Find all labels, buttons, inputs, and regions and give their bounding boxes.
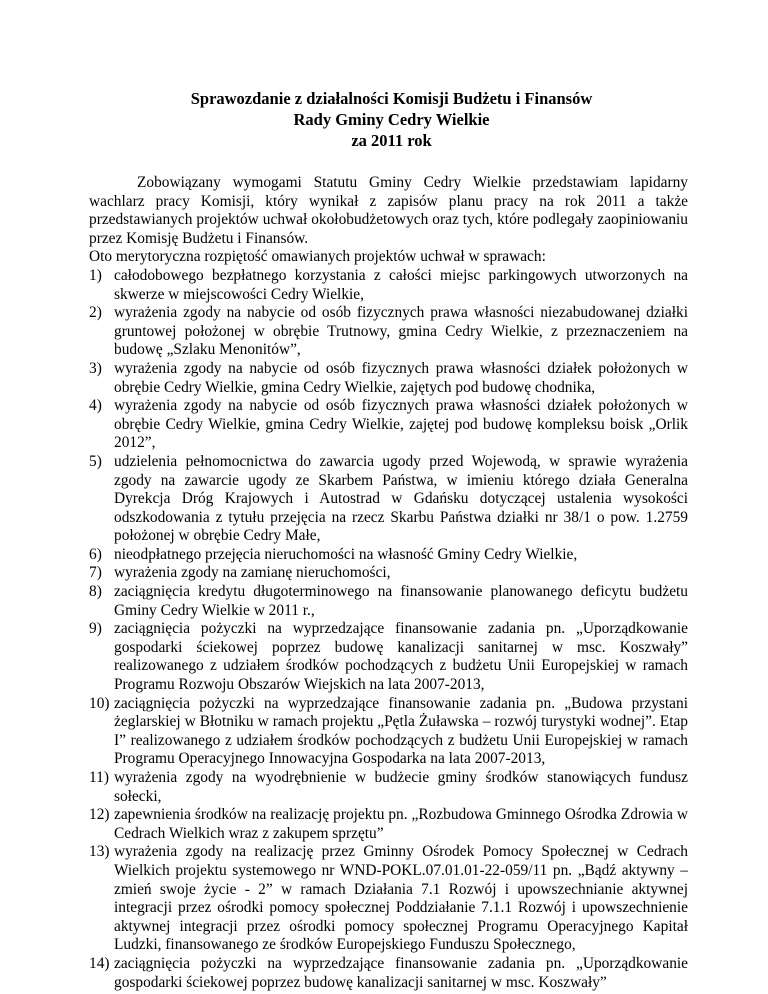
list-item-text: zapewnienia środków na realizację projektu pn. „Rozbudowa Gminnego Ośrodka Zdrowia w Cedrach Wielkich wraz z zakupem sprzętu” <box>114 806 688 842</box>
list-item-number: 12) <box>89 806 110 824</box>
list-item <box>89 564 688 583</box>
title-line-3: za 2011 rok <box>351 131 432 150</box>
list-item-number: 14) <box>89 954 110 972</box>
list-item-text: wyrażenia zgody na zamianę nieruchomości, <box>114 564 391 582</box>
list-item-text: wyrażenia zgody na nabycie od osób fizycznych prawa własności niezabudowanej działki gruntowej położonej w obrębie Trutnowy, gmina Cedry Wielkie, z przeznaczeniem na budowę „Szlaku Menonitów”, <box>114 304 688 359</box>
list-item-number: 5) <box>89 452 102 470</box>
list-item-number: 1) <box>89 266 102 284</box>
list-item <box>89 806 688 843</box>
list-item-text: wyrażenia zgody na wyodrębnienie w budżecie gminy środków stanowiących fundusz sołecki, <box>114 769 688 805</box>
list-item <box>89 304 688 360</box>
list-item-number: 2) <box>89 304 102 322</box>
list-item-text: zaciągnięcia pożyczki na wyprzedzające finansowanie zadania pn. „Uporządkowanie gospodarki ściekowej poprzez budowę kanalizacji sanitarnej w msc. Koszwały” realizowanego z udziałem środków pochodzących z budżetu Unii Europejskiej w ramach Programu Rozwoju Obszarów Wiejskich na lata 2007-2013, <box>114 620 688 694</box>
list-item-text: wyrażenia zgody na nabycie od osób fizycznych prawa własności działek położonych w obrębie Cedry Wielkie, gmina Cedry Wielkie, zajętej pod budowę kompleksu boisk „Orlik 2012”, <box>114 397 688 452</box>
list-item-text: zaciągnięcia kredytu długoterminowego na finansowanie planowanego deficytu budżetu Gminy Cedry Wielkie w 2011 r., <box>114 583 688 619</box>
list-item-text: całodobowego bezpłatnego korzystania z całości miejsc parkingowych utworzonych na skwerze w miejscowości Cedry Wielkie, <box>114 266 688 303</box>
list-item <box>89 583 688 620</box>
list-item-number: 8) <box>89 583 102 601</box>
list-item-text: wyrażenia zgody na nabycie od osób fizycznych prawa własności działek położonych w obrębie Cedry Wielkie, gmina Cedry Wielkie, zajętych pod budowę chodnika, <box>114 359 688 396</box>
title-line-1: Sprawozdanie z działalności Komisji Budżetu i Finansów <box>190 89 593 108</box>
document-title <box>95 88 688 151</box>
list-item-number: 9) <box>89 620 102 638</box>
list-item-text: zaciągnięcia pożyczki na wyprzedzające finansowanie zadania pn. „Budowa przystani żeglarskiej w Błotniku w ramach projektu „Pętla Żuławska – rozwój turystyki wodnej”. Etap I” realizowanego z udziałem środków pochodzących z budżetu Unii Europejskiej w ramach Programu Operacyjnego Innowacyjna Gospodarka na lata 2007-2013, <box>114 694 688 768</box>
list-lead: Oto merytoryczna rozpiętość omawianych projektów uchwał w sprawach: <box>89 248 546 266</box>
list-item-number: 7) <box>89 564 102 582</box>
list-item-number: 11) <box>89 769 109 786</box>
list-item-number: 10) <box>89 694 110 712</box>
list-item <box>89 267 688 304</box>
title-line-2: Rady Gminy Cedry Wielkie <box>293 110 490 129</box>
list-item-text: nieodpłatnego przejęcia nieruchomości na własność Gminy Cedry Wielkie, <box>114 545 578 563</box>
list-item <box>89 843 688 955</box>
list-item-number: 6) <box>89 545 102 563</box>
list-item-text: wyrażenia zgody na realizację przez Gminny Ośrodek Pomocy Społecznej w Cedrach Wielkich projektu systemowego nr WND-POKL.07.01.01-22-059/11 pn. „Bądź aktywny – zmień swoje życie - 2” w ramach Działania 7.1 Rozwój i upowszechnianie aktywnej integracji przez ośrodki pomocy społecznej Poddziałanie 7.1.1 Rozwój i upowszechnienie aktywnej integracji przez ośrodki pomocy społecznej Programu Operacyjnego Kapitał Ludzki, finansowanego ze środków Europejskiego Funduszu Społecznego, <box>114 843 688 954</box>
list-item <box>89 769 688 806</box>
list-item-text: zaciągnięcia pożyczki na wyprzedzające finansowanie zadania pn. „Uporządkowanie gospodarki ściekowej poprzez budowę kanalizacji sanitarnej w msc. Koszwały” <box>114 954 688 991</box>
list-item-number: 13) <box>89 843 110 861</box>
list-item-text: udzielenia pełnomocnictwa do zawarcia ugody przed Wojewodą, w sprawie wyrażenia zgody na zawarcie ugody ze Skarbem Państwa, w imieniu którego działa Generalna Dyrekcja Dróg Krajowych i Autostrad w Gdańsku dotyczącej ustalenia wysokości odszkodowania z tytułu przejęcia na rzecz Skarbu Państwa działki nr 38/1 o pow. 1.2759 położonej w obrębie Cedry Małe, <box>114 452 688 545</box>
list-item <box>89 955 688 992</box>
list-item <box>89 360 688 397</box>
list-item <box>89 397 688 453</box>
list-item <box>89 620 688 694</box>
list-item-number: 4) <box>89 397 102 415</box>
list-item <box>89 546 688 565</box>
intro-paragraph: Zobowiązany wymogami Statutu Gminy Cedry Wielkie przedstawiam lapidarny wachlarz pracy Komisji, który wynikał z zapisów planu pracy na rok 2011 a także przedstawianych projektów uchwał okołobudżetowych oraz tych, które podlegały zaopiniowaniu przez Komisję Budżetu i Finansów. <box>89 174 688 247</box>
document-body <box>89 174 688 992</box>
list-item <box>89 453 688 546</box>
resolution-list <box>89 267 688 992</box>
list-item-number: 3) <box>89 359 102 377</box>
list-item <box>89 695 688 769</box>
